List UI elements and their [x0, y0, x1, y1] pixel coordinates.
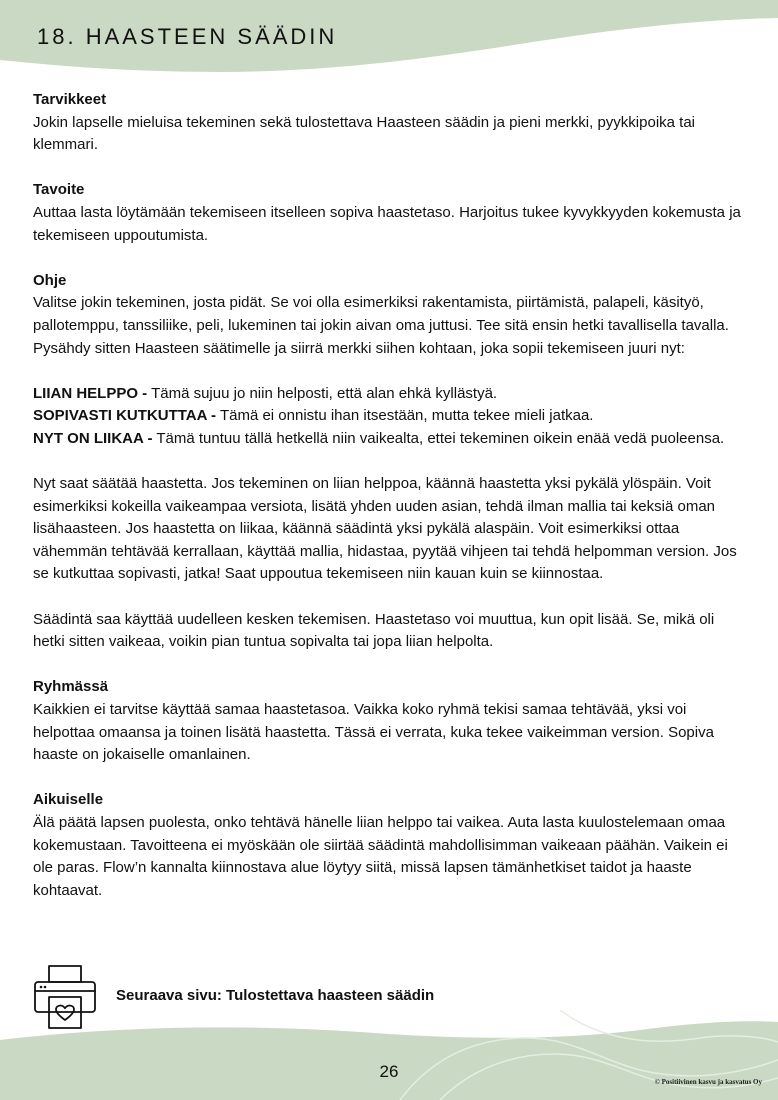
level-label: SOPIVASTI KUTKUTTAA -: [33, 407, 217, 425]
level-text: Tämä tuntuu tällä hetkellä niin vaikealta, ettei tekeminen oikein enää vedä puoleensa.: [152, 429, 725, 447]
footer-band: [0, 1010, 778, 1100]
copyright: © Positiivinen kasvu ja kasvatus Oy: [654, 1078, 762, 1086]
section-body: Kaikkien ei tarvitse käyttää samaa haastetasoa. Vaikka koko ryhmä tekisi samaa tehtävää, yksi voi helpottaa omaansa ja toinen lisätä haastetta. Tässä ei verrata, kuka tekee vaikeimman version. Sopiva haaste on jokaiselle omanlainen.: [33, 701, 714, 764]
level-label: LIIAN HELPPO -: [33, 384, 148, 402]
section-body: Valitse jokin tekeminen, josta pidät. Se voi olla esimerkiksi rakentamista, piirtämistä, palapeli, käsityö, pallotemppu, tanssiliike, peli, lukeminen tai jokin aivan oma juttusi. Tee sitä ensin hetki tavallisella tavalla. Pysähdy sitten Haasteen säätimelle ja siirrä merkki siihen kohtaan, joka sopii tekemiseen juuri nyt:: [33, 294, 729, 357]
page-title: 18. HAASTEEN SÄÄDIN: [37, 24, 338, 49]
printer-heart-icon: [32, 964, 98, 1030]
section-heading: Aikuiselle: [33, 791, 104, 809]
section-body: Nyt saat säätää haastetta. Jos tekeminen on liian helppoa, käännä haastetta yksi pykälä ylöspäin. Voit esimerkiksi kokeilla vaikeampaa versiota, lisätä yhden uuden asian, tehdä ilman mallia tai keksiä oman lisähaasteen. Jos haastetta on liikaa, käännä säädintä yksi pykälä alaspäin. Voit esimerkiksi ottaa vähemmän tehtävää kerrallaan, käyttää mallia, hidastaa, pyytää vihjeen tai tehdä helpomman version. Jos se kutkuttaa sopivasti, jatka! Saat uppoutua tekemiseen niin kauan kuin se kiinnostaa.: [33, 475, 737, 583]
section-body: Auttaa lasta löytämään tekemiseen itselleen sopiva haastetaso. Harjoitus tukee kyvykkyyden kokemusta ja tekemiseen uppoutumista.: [33, 203, 741, 244]
level-text: Tämä sujuu jo niin helposti, että alan ehkä kyllästyä.: [147, 384, 498, 402]
section-saada: [33, 473, 748, 586]
section-heading: Ryhmässä: [33, 678, 109, 696]
section-body: Jokin lapselle mieluisa tekeminen sekä tulostettava Haasteen säädin ja pieni merkki, pyykkipoika tai klemmari.: [33, 113, 696, 154]
level-label: NYT ON LIIKAA -: [33, 429, 153, 447]
section-ryhmassa: [33, 676, 748, 766]
page-number: 26: [379, 1062, 399, 1081]
content: [33, 89, 748, 925]
section-tarvikkeet: [33, 89, 748, 157]
section-heading: Tavoite: [33, 181, 85, 199]
section-aikuiselle: [33, 789, 748, 902]
section-uudelleen: [33, 609, 748, 654]
levels-list: [33, 383, 748, 451]
level-item: [33, 405, 748, 428]
section-tavoite: [33, 179, 748, 247]
section-heading: Ohje: [33, 271, 67, 289]
section-body: Säädintä saa käyttää uudelleen kesken tekemisen. Haastetaso voi muuttua, kun opit lisää. Se, mikä oli hetki sitten vaikeaa, voikin pian tuntua sopivalta tai jopa liian helpolta.: [33, 610, 715, 651]
level-item: [33, 428, 748, 451]
section-body: Älä päätä lapsen puolesta, onko tehtävä hänelle liian helppo tai vaikea. Auta lasta kuulostelemaan omaa kokemustaan. Tavoitteena ei myöskään ole siirtää säädintä mahdollisimman vaikeaan päähän. Vaikein ei ole paras. Flow’n kannalta kiinnostava alue löytyy siitä, missä lapsen tämänhetkiset taidot ja haaste kohtaavat.: [33, 814, 728, 899]
next-page-note: Seuraava sivu: Tulostettava haasteen säädin: [116, 987, 435, 1004]
level-item: [33, 383, 748, 406]
level-text: Tämä ei onnistu ihan itsestään, mutta tekee mieli jatkaa.: [216, 407, 594, 425]
section-ohje: [33, 270, 748, 360]
section-heading: Tarvikkeet: [33, 91, 107, 108]
